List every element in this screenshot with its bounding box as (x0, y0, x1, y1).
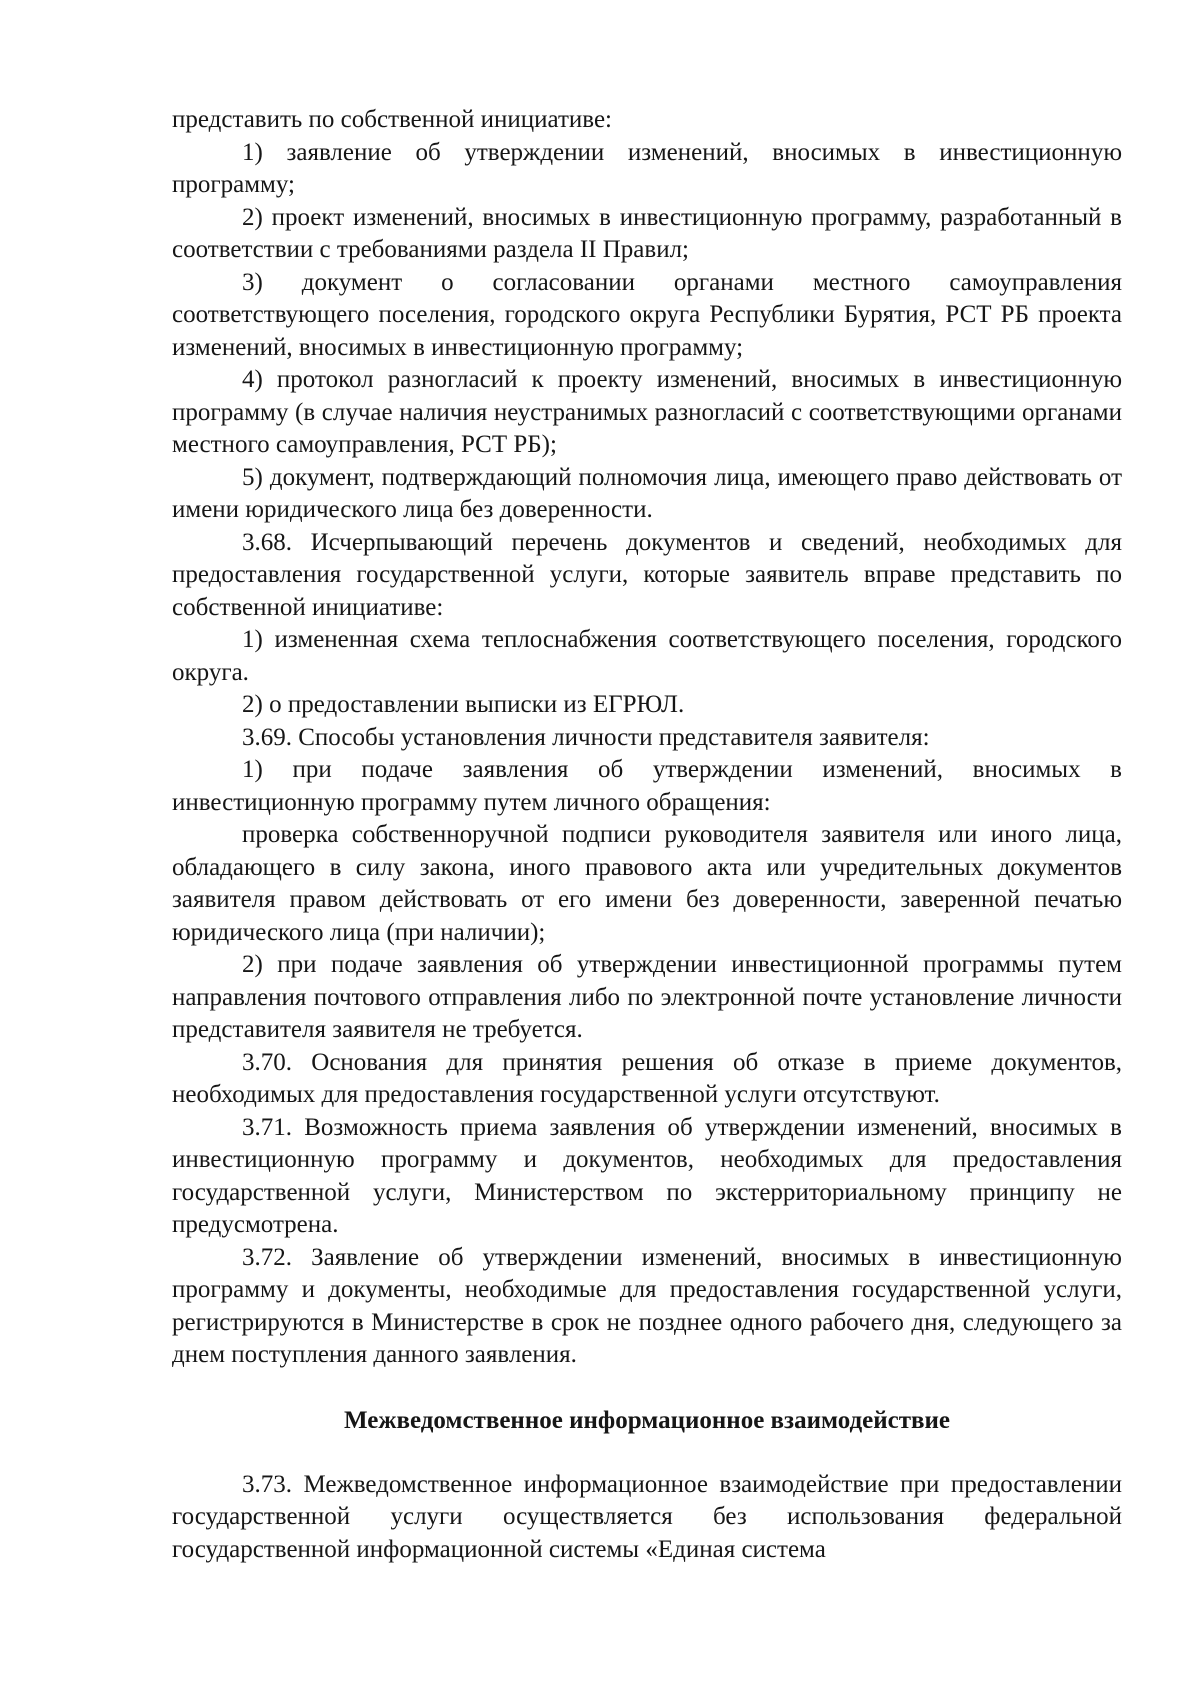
paragraph-3-69-item-1: 1) при подаче заявления об утверждении изменений, вносимых в инвестиционную программу путем личного обращения: (172, 756, 1122, 816)
document-page (172, 104, 1122, 1566)
paragraph-item-4: 4) протокол разногласий к проекту изменений, вносимых в инвестиционную программу (в случае наличия неустранимых разногласий с соответствующими органами местного самоуправления, РСТ РБ); (172, 366, 1122, 458)
paragraph-item-1: 1) заявление об утверждении изменений, вносимых в инвестиционную программу; (172, 138, 1122, 198)
paragraph-3-68-item-2: 2) о предоставлении выписки из ЕГРЮЛ. (242, 691, 685, 718)
paragraph-3-68-item-1: 1) измененная схема теплоснабжения соответствующего поселения, городского округа. (172, 626, 1122, 686)
paragraph-3-68: 3.68. Исчерпывающий перечень документов и сведений, необходимых для предоставления государственной услуги, которые заявитель вправе представить по собственной инициативе: (172, 528, 1122, 621)
paragraph-3-69-verification: проверка собственноручной подписи руководителя заявителя или иного лица, обладающего в силу закона, иного правового акта или учредительных документов заявителя правом действовать от его имени без доверенности, заверенной печатью юридического лица (при наличии); (172, 821, 1122, 946)
paragraph-item-3: 3) документ о согласовании органами местного самоуправления соответствующего поселения, городского округа Республики Бурятия, РСТ РБ проекта изменений, вносимых в инвестиционную программу; (172, 268, 1122, 361)
paragraph-3-73: 3.73. Межведомственное информационное взаимодействие при предоставлении государственной услуги осуществляется без использования федеральной государственной информационной системы «Единая система (172, 1470, 1122, 1563)
paragraph-intro: представить по собственной инициативе: (172, 106, 613, 133)
paragraph-item-2: 2) проект изменений, вносимых в инвестиционную программу, разработанный в соответствии с требованиями раздела II Правил; (172, 203, 1122, 263)
paragraph-3-70: 3.70. Основания для принятия решения об отказе в приеме документов, необходимых для предоставления государственной услуги отсутствуют. (172, 1048, 1122, 1108)
section-heading: Межведомственное информационное взаимодействие (344, 1406, 950, 1434)
paragraph-3-69-item-2: 2) при подаче заявления об утверждении инвестиционной программы путем направления почтового отправления либо по электронной почте установление личности представителя заявителя не требуется. (172, 951, 1122, 1043)
paragraph-3-69: 3.69. Способы установления личности представителя заявителя: (242, 723, 930, 751)
paragraph-3-71: 3.71. Возможность приема заявления об утверждении изменений, вносимых в инвестиционную программу и документов, необходимых для предоставления государственной услуги, Министерством по экстерриториальному принципу не предусмотрена. (172, 1113, 1122, 1238)
paragraph-3-72: 3.72. Заявление об утверждении изменений, вносимых в инвестиционную программу и документы, необходимые для предоставления государственной услуги, регистрируются в Министерстве в срок не позднее одного рабочего дня, следующего за днем поступления данного заявления. (172, 1243, 1122, 1368)
paragraph-item-5: 5) документ, подтверждающий полномочия лица, имеющего право действовать от имени юридического лица без доверенности. (172, 463, 1122, 523)
